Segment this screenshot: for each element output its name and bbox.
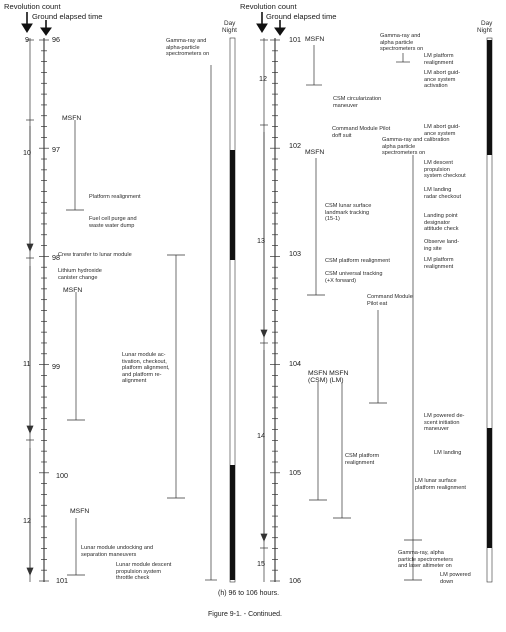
- figure-caption: (h) 96 to 106 hours.: [218, 590, 280, 597]
- lm-event-label: Landing point designator attitude check: [424, 213, 459, 233]
- event-label: Lunar module descent propulsion system throttle check: [116, 562, 172, 582]
- lm-event-label: LM lunar surface platform realignment: [415, 478, 466, 491]
- revolution-label: 11: [23, 359, 31, 368]
- msfn-label: MSFN: [62, 115, 82, 122]
- hour-label: 99: [52, 362, 60, 371]
- figure-label: Figure 9-1. - Continued.: [208, 611, 282, 618]
- msfn-label-right: MSFN: [305, 149, 325, 156]
- hour-label-right: 104: [289, 359, 301, 368]
- lm-event-label: Gamma-ray, alpha particle spectrometers and laser altimeter on: [398, 550, 454, 570]
- lm-event-label: LM abort guid- ance system activation: [424, 70, 461, 90]
- lm-event-label: LM landing radar checkout: [424, 187, 462, 200]
- revolution-count-header-right: Revolution count: [240, 2, 297, 11]
- revolution-label: 10: [23, 148, 31, 157]
- lm-event-label: Gamma-ray and alpha particle spectrometers on: [380, 33, 424, 53]
- hour-label: 97: [52, 145, 60, 154]
- msfn-label: MSFN: [70, 508, 90, 515]
- event-label: Lunar module ac- tivation, checkout, platform alignment, and platform re- alignment: [122, 352, 170, 385]
- msfn-label: MSFN: [63, 287, 83, 294]
- revolution-label: 12: [23, 516, 31, 525]
- revolution-count-header: Revolution count: [4, 2, 61, 11]
- csm-event-label: CSM platform realignment: [345, 453, 380, 466]
- lm-event-label: LM descent propulsion system checkout: [424, 160, 466, 180]
- event-label: Crew transfer to lunar module: [58, 252, 132, 258]
- csm-event-label: CSM universal tracking (+X forward): [325, 271, 383, 284]
- revolution-label: 9: [25, 35, 29, 44]
- event-label: Lunar module undocking and separation maneuvers: [81, 545, 154, 558]
- csm-event-label: CSM lunar surface landmark tracking (15-1): [325, 203, 372, 223]
- hour-label: 98: [52, 253, 60, 262]
- hour-label-right: 106: [289, 576, 301, 585]
- csm-event-label: Command Module Pilot eat: [367, 294, 413, 307]
- lm-event-label: Observe land- ing site: [424, 239, 460, 252]
- msfn-label-right: MSFN MSFN (CSM) (LM): [308, 370, 349, 384]
- event-label: Fuel cell purge and waste water dump: [89, 216, 137, 229]
- revolution-label-right: 12: [259, 74, 267, 83]
- csm-event-label: CSM circularization maneuver: [333, 96, 382, 109]
- event-label: Platform realignment: [89, 194, 141, 200]
- lm-event-label: LM landing: [434, 450, 462, 456]
- hour-label-right: 101: [289, 35, 301, 44]
- event-label: Gamma-ray and alpha-particle spectrometers on: [166, 38, 210, 58]
- lm-event-label: LM abort guid- ance system calibration: [424, 124, 461, 144]
- ground-elapsed-time-header-right: Ground elapsed time: [266, 12, 337, 21]
- msfn-label-right: MSFN: [305, 36, 325, 43]
- hour-label: 101: [56, 576, 68, 585]
- night-label: Night: [222, 27, 237, 34]
- revolution-label-right: 14: [257, 431, 265, 440]
- revolution-label-right: 15: [257, 559, 265, 568]
- lm-event-label: LM platform realignment: [424, 257, 454, 270]
- day-night-bars: [230, 35, 492, 582]
- hour-label-right: 105: [289, 468, 301, 477]
- hour-label-right: 103: [289, 249, 301, 258]
- csm-event-label: Command Module Pilot doff suit: [332, 126, 391, 139]
- lm-event-label: LM powered de- scent initiation maneuver: [424, 413, 465, 433]
- hour-label: 96: [52, 35, 60, 44]
- event-label: Lithium hydroxide canister change: [58, 268, 102, 281]
- revolution-label-right: 13: [257, 236, 265, 245]
- day-label-right: Day: [481, 20, 493, 27]
- csm-event-label: CSM platform realignment: [325, 258, 390, 264]
- ground-elapsed-time-header: Ground elapsed time: [32, 12, 103, 21]
- lm-event-label: LM powered down: [440, 572, 471, 585]
- hour-label-right: 102: [289, 141, 301, 150]
- day-label: Day: [224, 20, 236, 27]
- night-label-right: Night: [477, 27, 492, 34]
- lm-event-label: LM platform realignment: [424, 53, 454, 66]
- lm-event-label: Gamma-ray and alpha particle spectrometers on: [382, 137, 426, 157]
- hour-label: 100: [56, 471, 68, 480]
